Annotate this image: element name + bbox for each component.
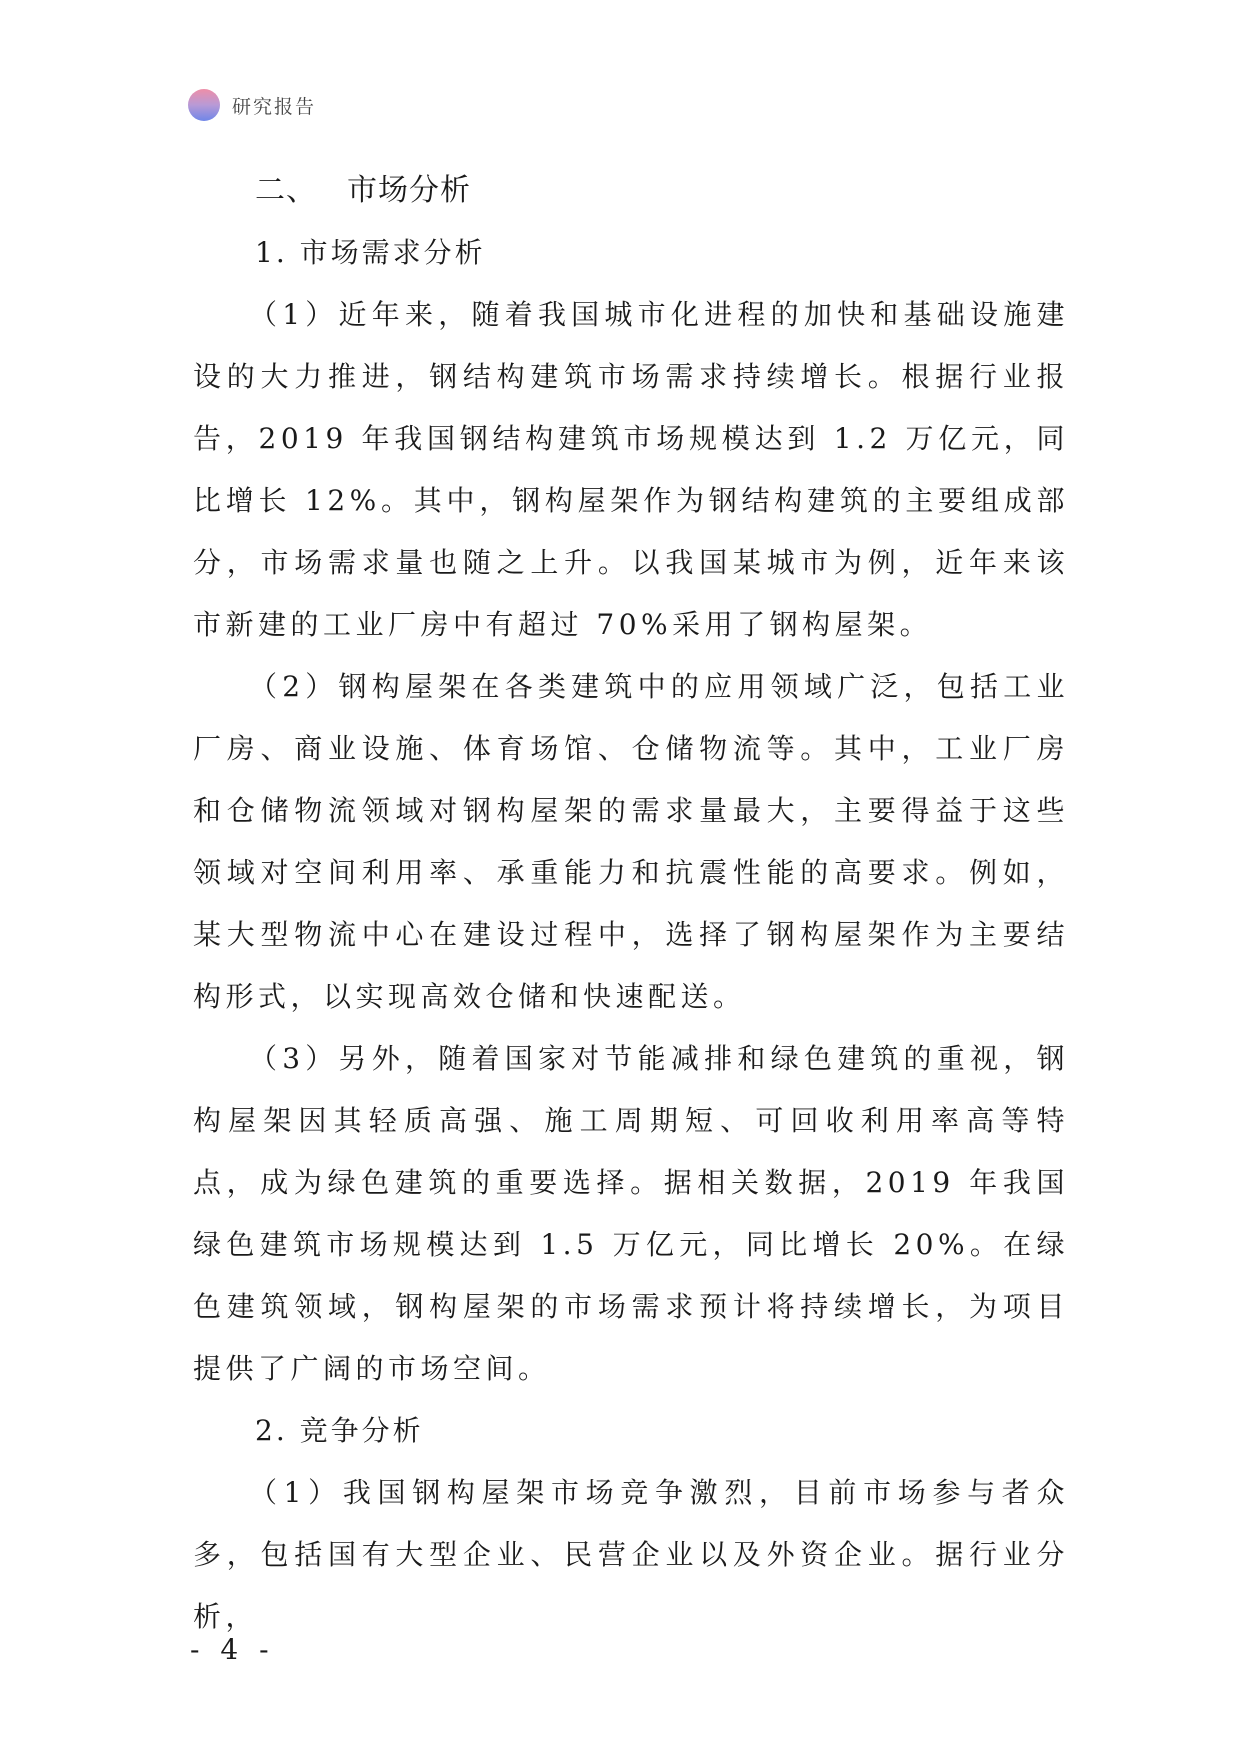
header-title: 研究报告 — [232, 95, 317, 118]
document-body — [193, 160, 1069, 1648]
subsection-heading-demand: 1. 市场需求分析 — [255, 236, 486, 269]
paragraph-demand-2: （2）钢构屋架在各类建筑中的应用领域广泛，包括工业厂房、商业设施、体育场馆、仓储物流等。其中，工业厂房和仓储物流领域对钢构屋架的需求量最大，主要得益于这些领域对空间利用率、承重能力和抗震性能的高要求。例如，某大型物流中心在建设过程中，选择了钢构屋架作为主要结构形式，以实现高效仓储和快速配送。 — [193, 670, 1069, 1013]
subsection-heading-competition: 2. 竞争分析 — [255, 1414, 424, 1447]
paragraph-competition-1: （1）我国钢构屋架市场竞争激烈，目前市场参与者众多，包括国有大型企业、民营企业以及外资企业。据行业分析， — [193, 1476, 1069, 1633]
report-logo-icon — [188, 89, 220, 121]
paragraph-demand-1: （1）近年来，随着我国城市化进程的加快和基础设施建设的大力推进，钢结构建筑市场需求持续增长。根据行业报告，2019 年我国钢结构建筑市场规模达到 1.2 万亿元，同比增长 12%。其中，钢构屋架作为钢结构建筑的主要组成部分，市场需求量也随之上升。以我国某城市为例，近年来该市新建的工业厂房中有超过 70%采用了钢构屋架。 — [193, 298, 1069, 641]
paragraph-demand-3: （3）另外，随着国家对节能减排和绿色建筑的重视，钢构屋架因其轻质高强、施工周期短、可回收利用率高等特点，成为绿色建筑的重要选择。据相关数据，2019 年我国绿色建筑市场规模达到 1.5 万亿元，同比增长 20%。在绿色建筑领域，钢构屋架的市场需求预计将持续增长，为项目提供了广阔的市场空间。 — [193, 1042, 1069, 1385]
section-heading — [255, 160, 1069, 222]
section-number: 二、 — [255, 173, 317, 208]
report-header — [188, 88, 316, 122]
page-number: - 4 - — [190, 1633, 275, 1666]
section-title: 市场分析 — [347, 173, 471, 208]
